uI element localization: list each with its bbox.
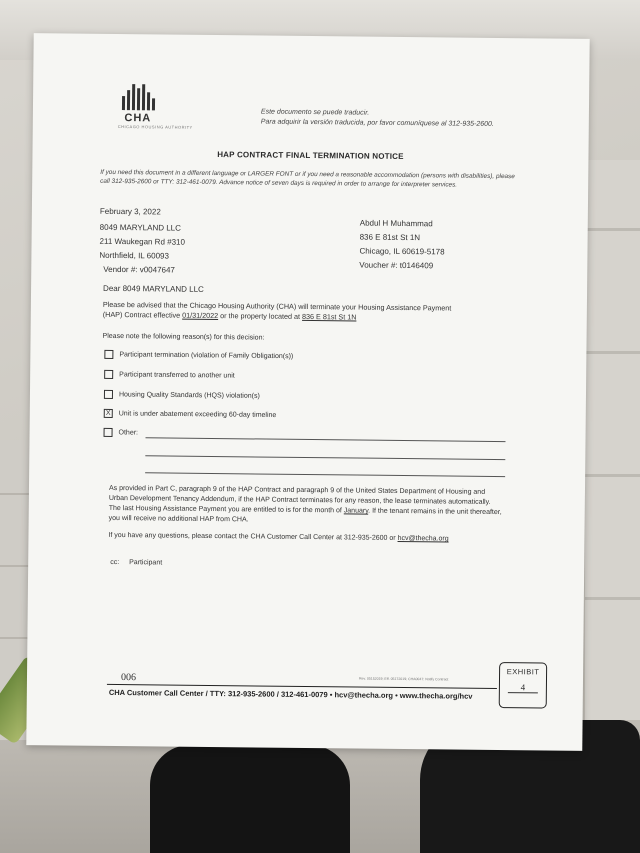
owner-address-line2: Northfield, IL 60093 bbox=[99, 250, 169, 261]
reasons-heading: Please note the following reason(s) for this decision: bbox=[102, 332, 265, 342]
owner-address-line1: 211 Waukegan Rd #310 bbox=[99, 236, 186, 247]
checkbox-checked[interactable]: X bbox=[104, 409, 113, 418]
logo-bars-icon bbox=[118, 84, 158, 110]
checkbox[interactable] bbox=[104, 370, 113, 379]
reason-item: Other: bbox=[104, 428, 139, 437]
logo-text: CHA bbox=[124, 112, 152, 125]
document-title: HAP CONTRACT FINAL TERMINATION NOTICE bbox=[217, 150, 404, 161]
footer-contact: CHA Customer Call Center / TTY: 312-935-2600 / 312-461-0079 • hcv@thecha.org • www.thecha.org/hcv bbox=[108, 687, 473, 701]
checkbox[interactable] bbox=[104, 390, 113, 399]
last-payment-month: January bbox=[343, 507, 369, 515]
voucher-number: Voucher #: t0146409 bbox=[359, 260, 434, 271]
other-line-1 bbox=[146, 437, 506, 442]
reason-item: Participant termination (violation of Family Obligation(s)) bbox=[104, 350, 293, 361]
exhibit-label: EXHIBIT bbox=[506, 667, 540, 677]
reason-item: X Unit is under abatement exceeding 60-day timeline bbox=[104, 409, 277, 420]
checkbox[interactable] bbox=[104, 350, 113, 359]
checkbox[interactable] bbox=[104, 428, 113, 437]
contact-email-link[interactable]: hcv@thecha.org bbox=[397, 534, 449, 543]
tenant-address-line1: 836 E 81st St 1N bbox=[359, 232, 421, 243]
cha-logo bbox=[117, 84, 193, 130]
letter-page bbox=[26, 33, 589, 751]
cc-line: cc: Participant bbox=[110, 558, 163, 567]
contact-line: If you have any questions, please contact the CHA Customer Call Center at 312-935-2600 or hcv@thecha.org bbox=[108, 531, 449, 543]
property-address: 836 E 81st St 1N bbox=[302, 311, 357, 322]
other-line-3 bbox=[145, 472, 505, 477]
tenant-name: Abdul H Muhammad bbox=[359, 218, 433, 229]
tenant-address bbox=[359, 217, 445, 260]
spanish-notice: Este documento se puede traducir. Para adquirir la versión traducida, por favor comuníquese al 312-935-2600. bbox=[260, 108, 494, 128]
page-code: 006 bbox=[120, 672, 137, 684]
logo-subtext: CHICAGO HOUSING AUTHORITY bbox=[117, 123, 193, 130]
exhibit-stamp bbox=[499, 662, 547, 709]
exhibit-number: 4 bbox=[508, 682, 538, 693]
reason-item: Participant transferred to another unit bbox=[104, 370, 235, 380]
termination-paragraph: As provided in Part C, paragraph 9 of the HAP Contract and paragraph 9 of the United States Department of Housing and Urban Development Tenancy Addendum, if the HAP Contract terminates for any reason, the lease terminates automatically. The last Housing Assistance Payment you are entitled to is for the month of January. If the tenant remains in the unit thereafter, you will receive no additional HAP from CHA. bbox=[108, 484, 502, 524]
other-line-2 bbox=[145, 455, 505, 460]
salutation: Dear 8049 MARYLAND LLC bbox=[103, 283, 204, 294]
background-shoe-left bbox=[150, 745, 350, 853]
effective-date: 01/31/2022 bbox=[182, 310, 219, 321]
intro-paragraph: Please be advised that the Chicago Housing Authority (CHA) will terminate your Housing Assistance Payment (HAP) Contract effective 01/31/2022 or the property located at 836 E 81st St 1N bbox=[102, 299, 452, 322]
accessibility-notice: If you need this document in a different language or LARGER FONT or if you need a reasonable accommodation (persons with disabilities), please call 312-935-2600 or TTY: 312-461-0079. Advance notice of seven days is required in order to arrange for interpreter services. bbox=[100, 168, 515, 189]
letter-date: February 3, 2022 bbox=[99, 206, 161, 217]
background-tiles-right bbox=[585, 160, 640, 720]
owner-name: 8049 MARYLAND LLC bbox=[99, 222, 181, 233]
vendor-number: Vendor #: v0047647 bbox=[103, 264, 175, 275]
owner-address bbox=[99, 221, 185, 264]
tenant-address-line2: Chicago, IL 60619-5178 bbox=[359, 246, 445, 257]
reason-item: Housing Quality Standards (HQS) violation(s) bbox=[104, 390, 260, 401]
revision-text: Rev. 05152019; Eff. 05172019; CHA0047: Notify Contract bbox=[358, 676, 449, 682]
